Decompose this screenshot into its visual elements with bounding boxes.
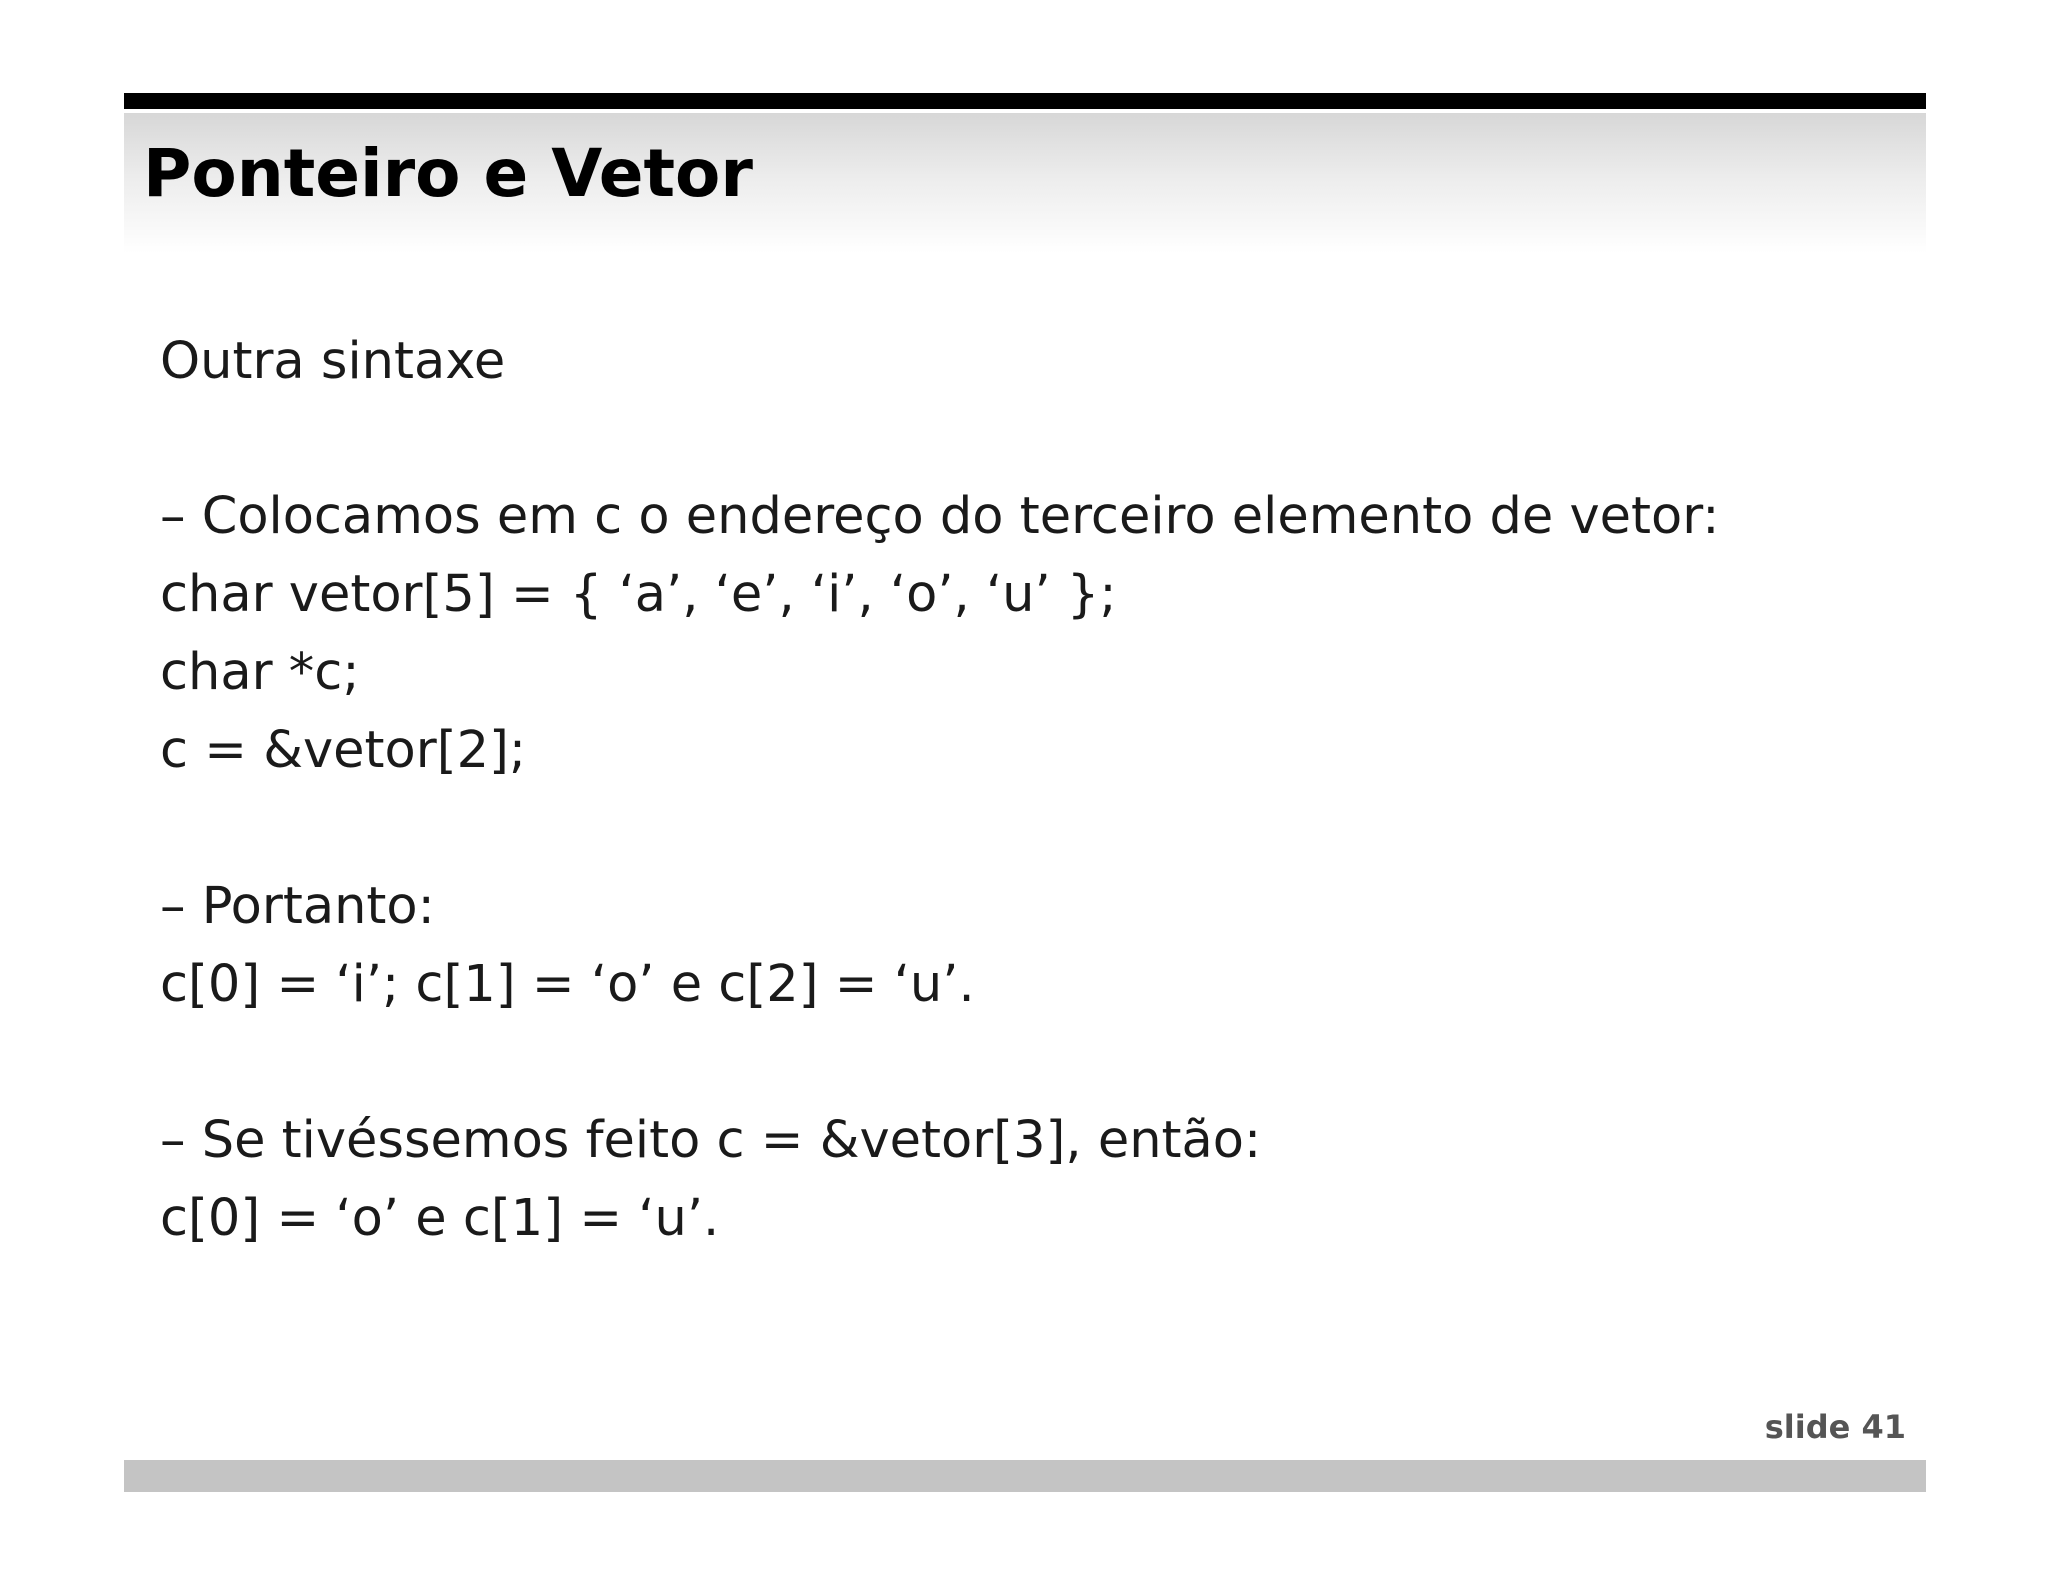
bullet-portanto: – Portanto:: [160, 877, 435, 936]
code-line-vetor-declaration: char vetor[5] = { ‘a’, ‘e’, ‘i’, ‘o’, ‘u’ };: [160, 565, 1117, 624]
bullet-hypothetical: – Se tivéssemos feito c = &vetor[3], então:: [160, 1111, 1262, 1170]
slide-title: Ponteiro e Vetor: [143, 135, 753, 212]
content-heading: Outra sintaxe: [160, 332, 506, 391]
slide-number: slide 41: [1764, 1408, 1906, 1446]
code-line-pointer-declaration: char *c;: [160, 643, 360, 702]
result-line-portanto: c[0] = ‘i’; c[1] = ‘o’ e c[2] = ‘u’.: [160, 955, 975, 1014]
code-line-pointer-assignment: c = &vetor[2];: [160, 721, 527, 780]
bottom-bar: [124, 1460, 1926, 1492]
result-line-hypothetical: c[0] = ‘o’ e c[1] = ‘u’.: [160, 1189, 720, 1248]
bullet-address-third-element: – Colocamos em c o endereço do terceiro elemento de vetor:: [160, 487, 1720, 546]
top-rule: [124, 93, 1926, 109]
